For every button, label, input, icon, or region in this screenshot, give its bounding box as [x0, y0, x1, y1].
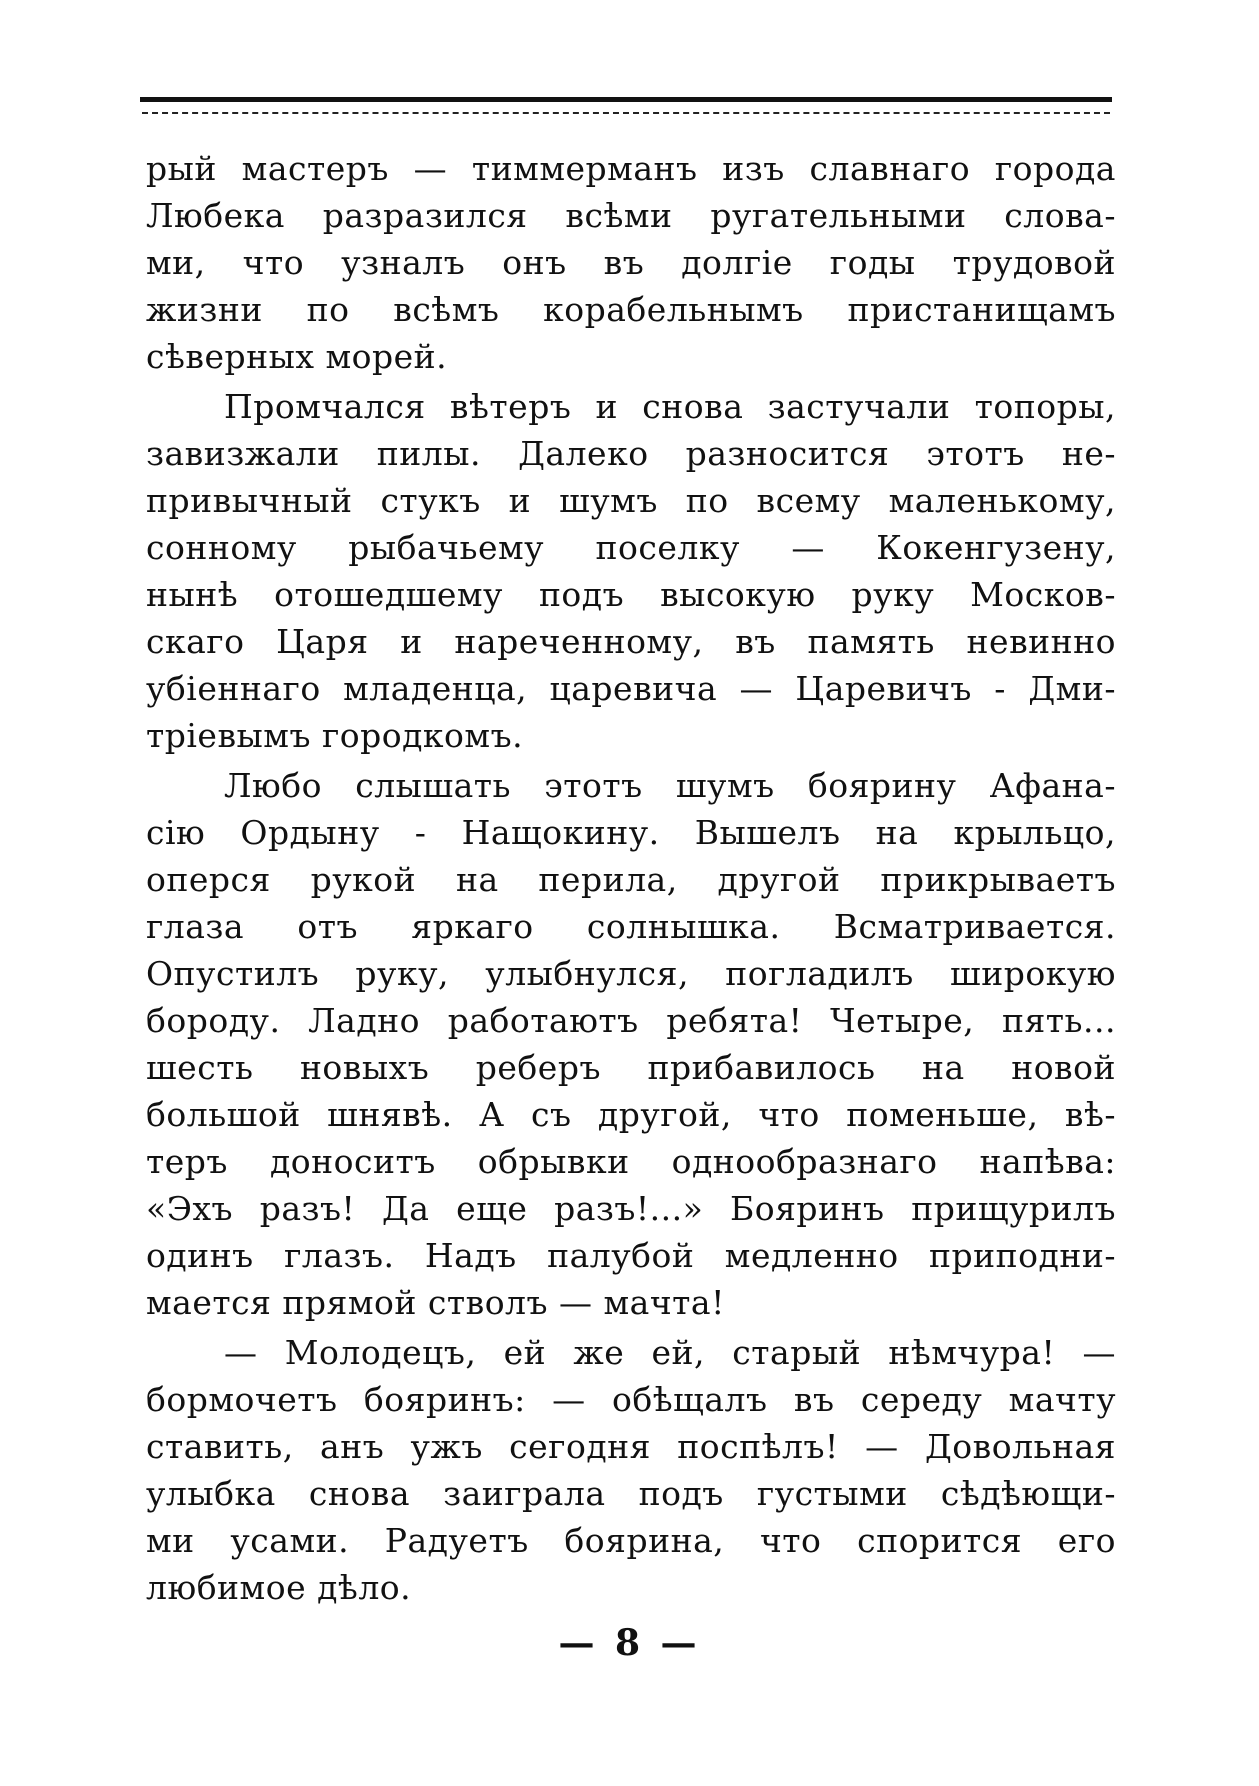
text-line: сѣверных морей.: [146, 337, 448, 376]
text-line: рый мастеръ — тиммерманъ изъ славнаго города: [146, 149, 1116, 188]
paragraph: [146, 383, 1116, 759]
text-line: завизжали пилы. Далеко разносится этотъ не-: [146, 434, 1116, 473]
text-line: одинъ глазъ. Надъ палубой медленно приподни-: [146, 1236, 1116, 1275]
text-line: Опустилъ руку, улыбнулся, погладилъ широкую: [146, 954, 1116, 993]
text-line: большой шнявѣ. А съ другой, что поменьше, вѣ-: [146, 1095, 1116, 1134]
text-line: «Эхъ разъ! Да еще разъ!...» Бояринъ прищурилъ: [146, 1189, 1116, 1228]
text-line: теръ доноситъ обрывки однообразнаго напѣва:: [146, 1142, 1116, 1181]
text-line: оперся рукой на перила, другой прикрываетъ: [146, 860, 1116, 899]
paragraph: [146, 762, 1116, 1326]
text-line: бороду. Ладно работаютъ ребята! Четыре, пять...: [146, 1001, 1116, 1040]
header-dashed-rule: [142, 112, 1110, 114]
text-line: улыбка снова заиграла подъ густыми сѣдѣющи-: [146, 1474, 1116, 1513]
text-line: сію Ордыну - Нащокину. Вышелъ на крыльцо,: [146, 813, 1116, 852]
text-line: шесть новыхъ реберъ прибавилось на новой: [146, 1048, 1116, 1087]
text-line: бормочетъ бояринъ: — обѣщалъ въ середу мачту: [146, 1380, 1116, 1419]
header-rule: [140, 97, 1112, 102]
text-line: глаза отъ яркаго солнышка. Всматривается.: [146, 907, 1116, 946]
text-line: Промчался вѣтеръ и снова застучали топоры,: [224, 387, 1116, 426]
text-line: убіеннаго младенца, царевича — Царевичъ - Дми-: [146, 669, 1116, 708]
text-line: тріевымъ городкомъ.: [146, 716, 524, 755]
text-line: Любо слышать этотъ шумъ боярину Афана-: [224, 766, 1116, 805]
text-line: привычный стукъ и шумъ по всему маленькому,: [146, 481, 1116, 520]
text-line: сонному рыбачьему поселку — Кокенгузену,: [146, 528, 1116, 567]
paragraph: [146, 145, 1116, 380]
text-line: нынѣ отошедшему подъ высокую руку Москов-: [146, 575, 1116, 614]
text-line: ми усами. Радуетъ боярина, что спорится его: [146, 1521, 1116, 1560]
paragraph: [146, 1329, 1116, 1611]
text-line: жизни по всѣмъ корабельнымъ пристанищамъ: [146, 290, 1116, 329]
page-number: — 8 —: [558, 1622, 701, 1664]
text-line: — Молодецъ, ей же ей, старый нѣмчура! —: [224, 1333, 1116, 1372]
text-line: любимое дѣло.: [146, 1568, 412, 1607]
text-line: мается прямой стволъ — мачта!: [146, 1283, 725, 1322]
text-line: ставить, анъ ужъ сегодня поспѣлъ! — Довольная: [146, 1427, 1116, 1466]
body-text: [146, 145, 1116, 1614]
text-line: скаго Царя и нареченному, въ память невинно: [146, 622, 1116, 661]
text-line: Любека разразился всѣми ругательными слова-: [146, 196, 1116, 235]
text-line: ми, что узналъ онъ въ долгіе годы трудовой: [146, 243, 1116, 282]
